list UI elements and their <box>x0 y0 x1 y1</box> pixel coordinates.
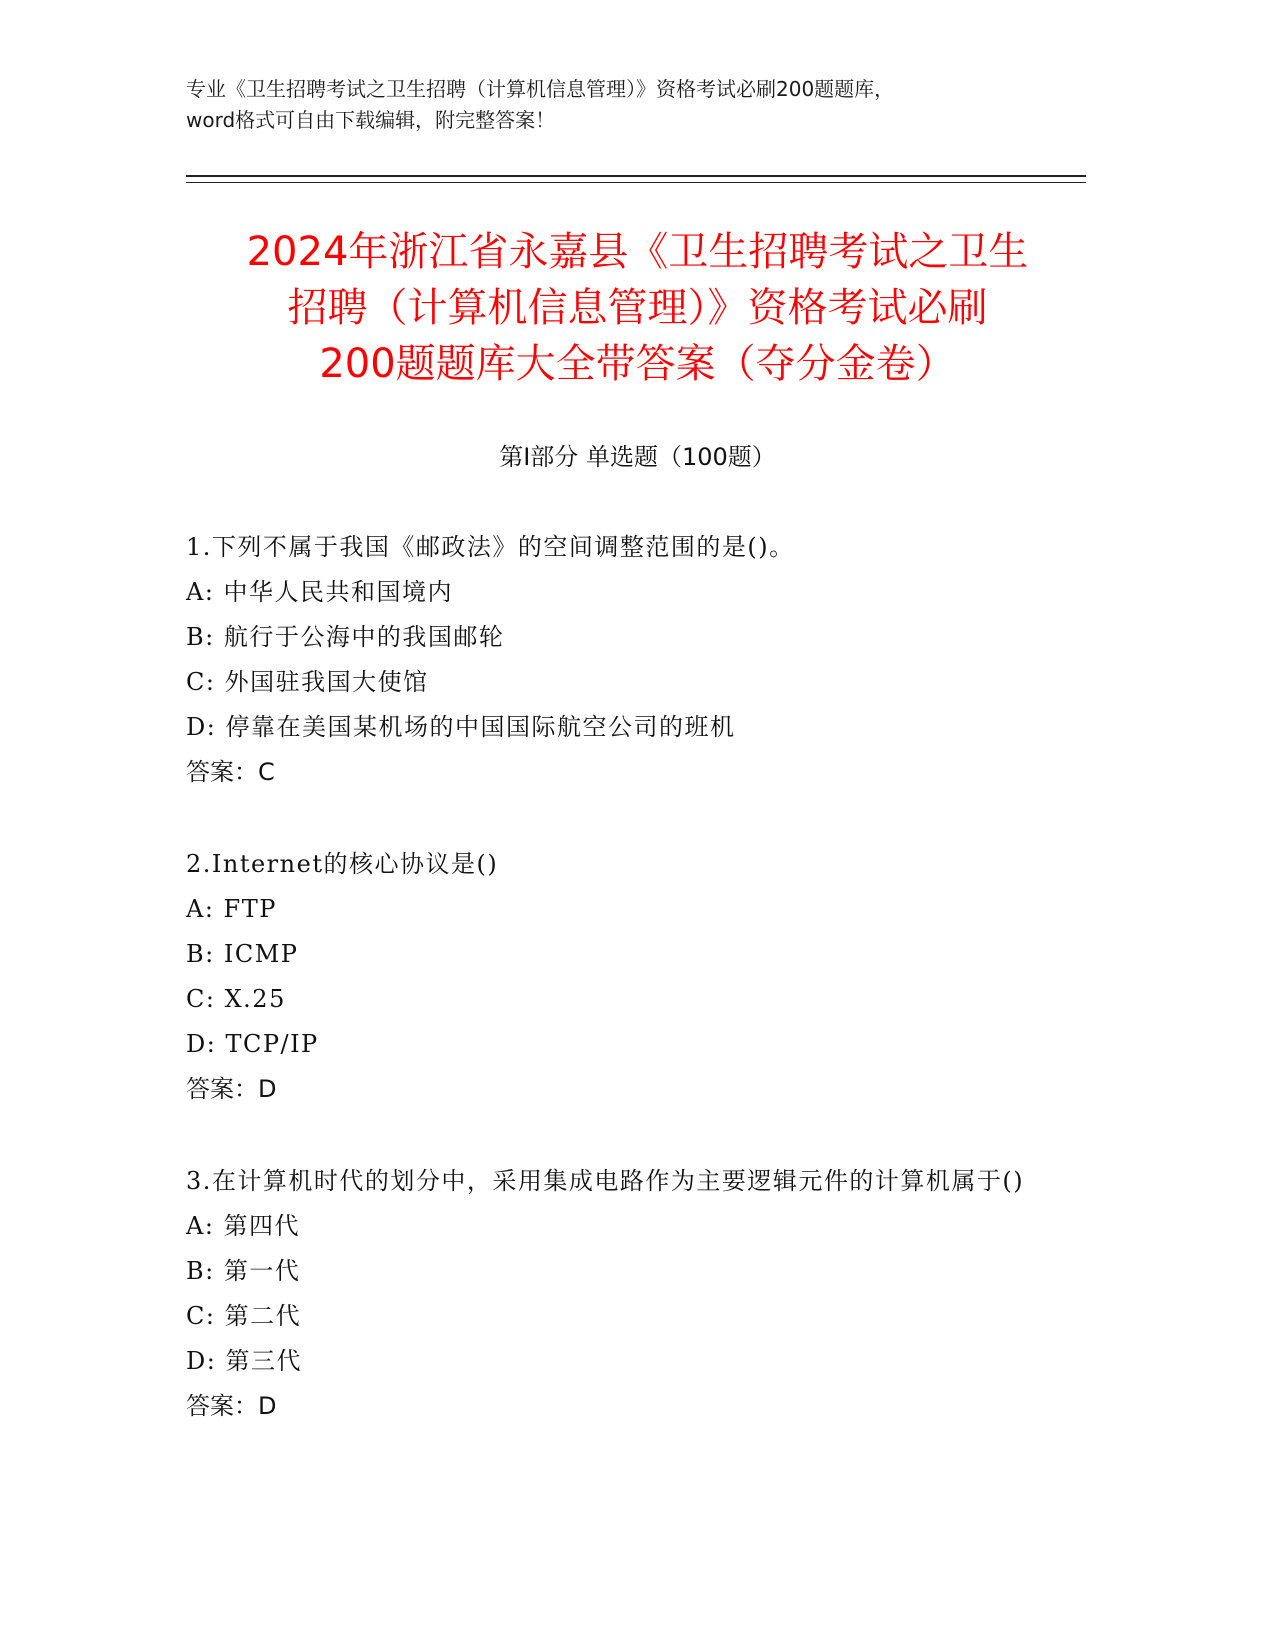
option-b: B: ICMP <box>186 940 299 968</box>
question-1 <box>186 525 1086 795</box>
question-list <box>186 525 1086 1429</box>
question-3 <box>186 1159 1086 1429</box>
document-title <box>140 224 1135 392</box>
option-a: A: 中华人民共和国境内 <box>186 578 454 606</box>
header-note-line-1: 专业《卫生招聘考试之卫生招聘（计算机信息管理）》资格考试必刷200题题库， <box>186 77 895 101</box>
answer: 答案：C <box>186 758 275 786</box>
question-stem: 2.Internet的核心协议是() <box>186 850 499 878</box>
question-stem: 1.下列不属于我国《邮政法》的空间调整范围的是()。 <box>186 533 795 561</box>
option-c: C: 第二代 <box>186 1302 302 1330</box>
question-spacer <box>186 795 1086 842</box>
option-d: D: TCP/IP <box>186 1030 319 1058</box>
document-title-line-3: 200题题库大全带答案（夺分金卷） <box>319 341 956 387</box>
option-c: C: X.25 <box>186 985 286 1013</box>
option-a: A: FTP <box>186 895 277 923</box>
answer: 答案：D <box>186 1392 277 1420</box>
header-divider-thin <box>186 182 1086 183</box>
document-title-line-2: 招聘（计算机信息管理）》资格考试必刷 <box>287 285 988 331</box>
document-title-line-1: 2024年浙江省永嘉县《卫生招聘考试之卫生 <box>246 229 1029 275</box>
header-note <box>186 74 1086 136</box>
question-stem: 3.在计算机时代的划分中，采用集成电路作为主要逻辑元件的计算机属于() <box>186 1167 1025 1195</box>
option-d: D: 第三代 <box>186 1347 302 1375</box>
question-2 <box>186 842 1086 1112</box>
option-b: B: 航行于公海中的我国邮轮 <box>186 623 505 651</box>
section-heading: 第Ⅰ部分 单选题（100题） <box>499 443 776 471</box>
option-b: B: 第一代 <box>186 1257 301 1285</box>
question-spacer <box>186 1112 1086 1159</box>
option-a: A: 第四代 <box>186 1212 301 1240</box>
option-c: C: 外国驻我国大使馆 <box>186 668 429 696</box>
header-note-line-2: word格式可自由下载编辑，附完整答案！ <box>186 108 556 132</box>
answer: 答案：D <box>186 1075 277 1103</box>
header-divider-thick <box>186 175 1086 177</box>
option-d: D: 停靠在美国某机场的中国国际航空公司的班机 <box>186 713 736 741</box>
